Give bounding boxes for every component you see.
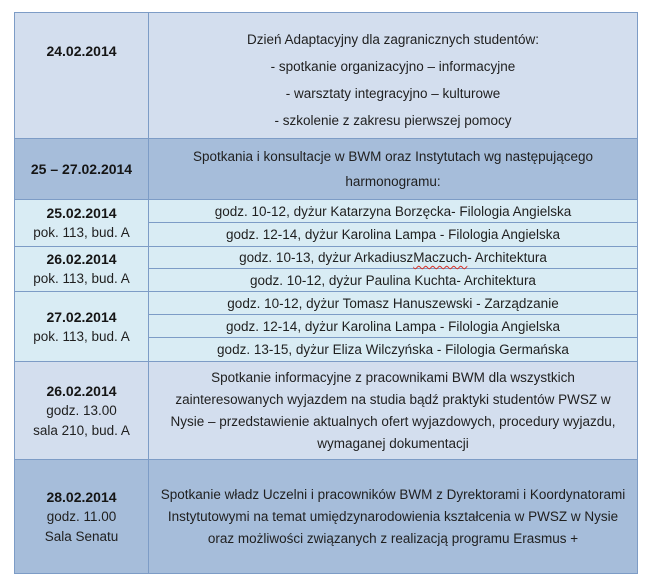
schedule-entry: godz. 10-12, dyżur Tomasz Hanuszewski - Zarządzanie <box>149 292 637 315</box>
description-cell <box>149 139 637 199</box>
events-schedule-table <box>14 12 638 574</box>
event-time: godz. 11.00 <box>46 508 117 524</box>
event-date: 27.02.2014 <box>46 308 117 325</box>
description-line: Dzień Adaptacyjny dla zagranicznych studentów: <box>247 32 539 47</box>
date-cell <box>15 362 149 459</box>
event-time: godz. 13.00 <box>46 402 117 418</box>
table-row <box>15 460 637 573</box>
description-line: - spotkanie organizacyjno – informacyjne <box>270 59 516 74</box>
event-location: Sala Senatu <box>44 528 119 544</box>
event-location: pok. 113, bud. A <box>33 225 130 240</box>
description-text: Spotkania i konsultacje w BWM oraz Instytutach wg następującego harmonogramu: <box>193 149 593 189</box>
schedule-entry: godz. 12-14, dyżur Karolina Lampa - Filologia Angielska <box>226 227 560 242</box>
description-cell <box>149 460 637 573</box>
date-cell <box>15 13 149 138</box>
description-cell <box>149 13 637 138</box>
schedule-entry: godz. 12-14, dyżur Karolina Lampa - Filologia Angielska <box>149 315 637 338</box>
schedule-entries <box>149 292 637 361</box>
table-row <box>15 13 637 139</box>
event-date: 25.02.2014 <box>46 205 117 221</box>
description-cell <box>149 362 637 459</box>
event-date: 28.02.2014 <box>46 488 117 505</box>
event-location: pok. 113, bud. A <box>33 328 130 344</box>
description-line: - warsztaty integracyjno – kulturowe <box>285 86 501 101</box>
schedule-entries <box>149 200 637 246</box>
schedule-entries <box>149 247 637 291</box>
schedule-entry <box>149 247 637 269</box>
schedule-entry: godz. 10-12, dyżur Paulina Kuchta- Architektura <box>250 272 536 288</box>
event-date: 26.02.2014 <box>46 251 117 267</box>
date-cell <box>15 139 149 199</box>
description-text: Spotkanie władz Uczelni i pracowników BWM z Dyrektorami i Koordynatorami Instytutowymi na temat umiędzynarodowienia kształcenia w PWSZ w Nysie oraz możliwości związanych z realizacją programu Erasmus + <box>160 486 626 546</box>
date-cell <box>15 292 149 361</box>
spellcheck-wavy-underline: Maczuch <box>413 250 468 265</box>
table-row <box>15 139 637 200</box>
schedule-entry: godz. 13-15, dyżur Eliza Wilczyńska - Filologia Germańska <box>217 342 569 357</box>
table-row <box>15 292 637 362</box>
table-row <box>15 362 637 460</box>
event-location: sala 210, bud. A <box>33 422 130 438</box>
date-cell <box>15 200 149 246</box>
entry-text: - Architektura <box>467 250 547 265</box>
description-text: Spotkanie informacyjne z pracownikami BWM dla wszystkich zainteresowanych wyjazdem na studia bądź praktyki studentów PWSZ w Nysie – przedstawienie aktualnych ofert wyjazdowych, procedury wyjazdu, wymaganej dokumentacji <box>170 369 616 451</box>
event-location: pok. 113, bud. A <box>33 271 130 286</box>
event-date: 26.02.2014 <box>46 382 117 399</box>
entry-text: godz. 10-13, dyżur Arkadiusz <box>239 250 414 265</box>
event-date: 25 – 27.02.2014 <box>30 161 133 177</box>
schedule-entry: godz. 10-12, dyżur Katarzyna Borzęcka- Filologia Angielska <box>149 200 637 223</box>
date-cell <box>15 460 149 573</box>
event-date: 24.02.2014 <box>46 43 117 59</box>
date-cell <box>15 247 149 291</box>
description-line: - szkolenie z zakresu pierwszej pomocy <box>274 113 512 128</box>
table-row <box>15 200 637 247</box>
table-row <box>15 247 637 292</box>
